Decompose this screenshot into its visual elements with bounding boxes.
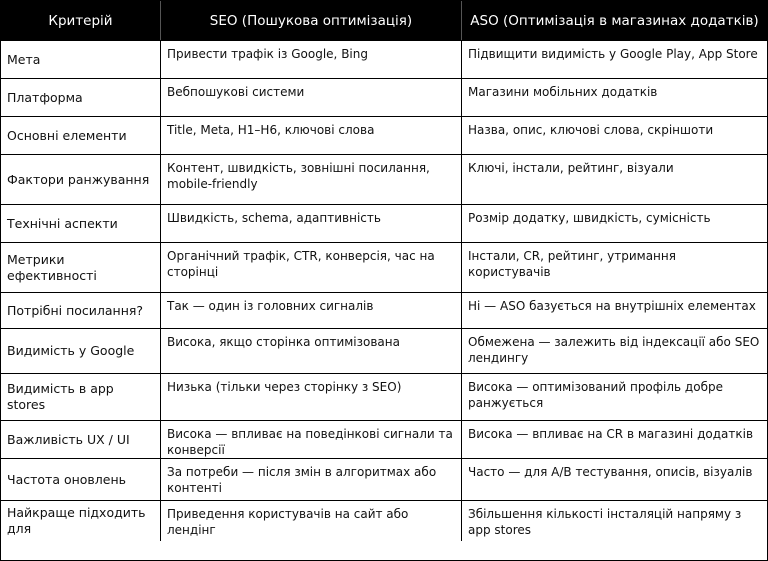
aso-cell: Магазини мобільних додатків [468,85,658,99]
table-row [1,205,767,243]
seo-cell: Title, Meta, H1–H6, ключові слова [161,117,462,154]
seo-cell: Низька (тільки через сторінку з SEO) [161,374,462,420]
aso-cell: Ні — ASO базується на внутрішніх елементах [468,299,756,313]
table-row [1,79,767,117]
aso-cell: Висока — оптимізований профіль добре ранжується [468,380,723,410]
criterion-cell: Метрики ефективності [1,243,161,292]
header-seo: SEO (Пошукова оптимізація) [161,1,462,40]
aso-cell: Розмір додатку, швидкість, сумісність [468,211,711,225]
aso-cell: Ключі, інстали, рейтинг, візуали [468,161,674,175]
table-row [1,117,767,155]
seo-cell: За потреби — після змін в алгоритмах або контенті [161,459,462,500]
table-row [1,421,767,459]
criterion-cell: Важливість UX / UI [1,421,161,458]
table-row [1,329,767,374]
table-header [1,1,767,41]
seo-cell: Швидкість, schema, адаптивність [161,205,462,242]
aso-cell: Інстали, CR, рейтинг, утримання користувачів [468,249,676,279]
table-row [1,501,767,541]
seo-cell: Так — один із головних сигналів [161,293,462,328]
seo-cell: Привести трафік із Google, Bing [161,41,462,78]
seo-cell: Приведення користувачів на сайт або лендінг [161,501,462,541]
aso-cell: Збільшення кількості інсталяцій напряму з app stores [468,507,742,537]
criterion-cell: Найкраще підходить для [1,501,161,541]
criterion-cell: Видимість у Google [1,329,161,373]
criterion-cell: Фактори ранжування [1,155,161,204]
seo-cell: Органічний трафік, CTR, конверсія, час на сторінці [161,243,462,292]
aso-cell: Підвищити видимість у Google Play, App Store [468,47,758,61]
table-row [1,243,767,293]
criterion-cell: Потрібні посилання? [1,293,161,328]
seo-cell: Висока, якщо сторінка оптимізована [161,329,462,373]
aso-cell: Назва, опис, ключові слова, скріншоти [468,123,714,137]
criterion-cell: Частота оновлень [1,459,161,500]
header-aso: ASO (Оптимізація в магазинах додатків) [470,12,759,29]
criterion-cell: Технічні аспекти [1,205,161,242]
table-row [1,155,767,205]
table-row [1,41,767,79]
table-row [1,374,767,421]
criterion-cell: Видимість в app stores [1,374,161,420]
criterion-cell: Мета [1,41,161,78]
seo-cell: Висока — впливає на поведінкові сигнали та конверсії [161,421,462,458]
aso-cell: Висока — впливає на CR в магазині додатків [468,427,754,441]
aso-cell: Часто — для A/B тестування, описів, візуалів [468,465,753,479]
criterion-cell: Основні елементи [1,117,161,154]
seo-cell: Вебпошукові системи [161,79,462,116]
seo-cell: Контент, швидкість, зовнішні посилання, mobile-friendly [161,155,462,204]
aso-cell: Обмежена — залежить від індексації або SEO лендингу [468,335,760,365]
table-row [1,459,767,501]
table-row [1,293,767,329]
criterion-cell: Платформа [1,79,161,116]
header-criterion: Критерій [1,1,161,40]
